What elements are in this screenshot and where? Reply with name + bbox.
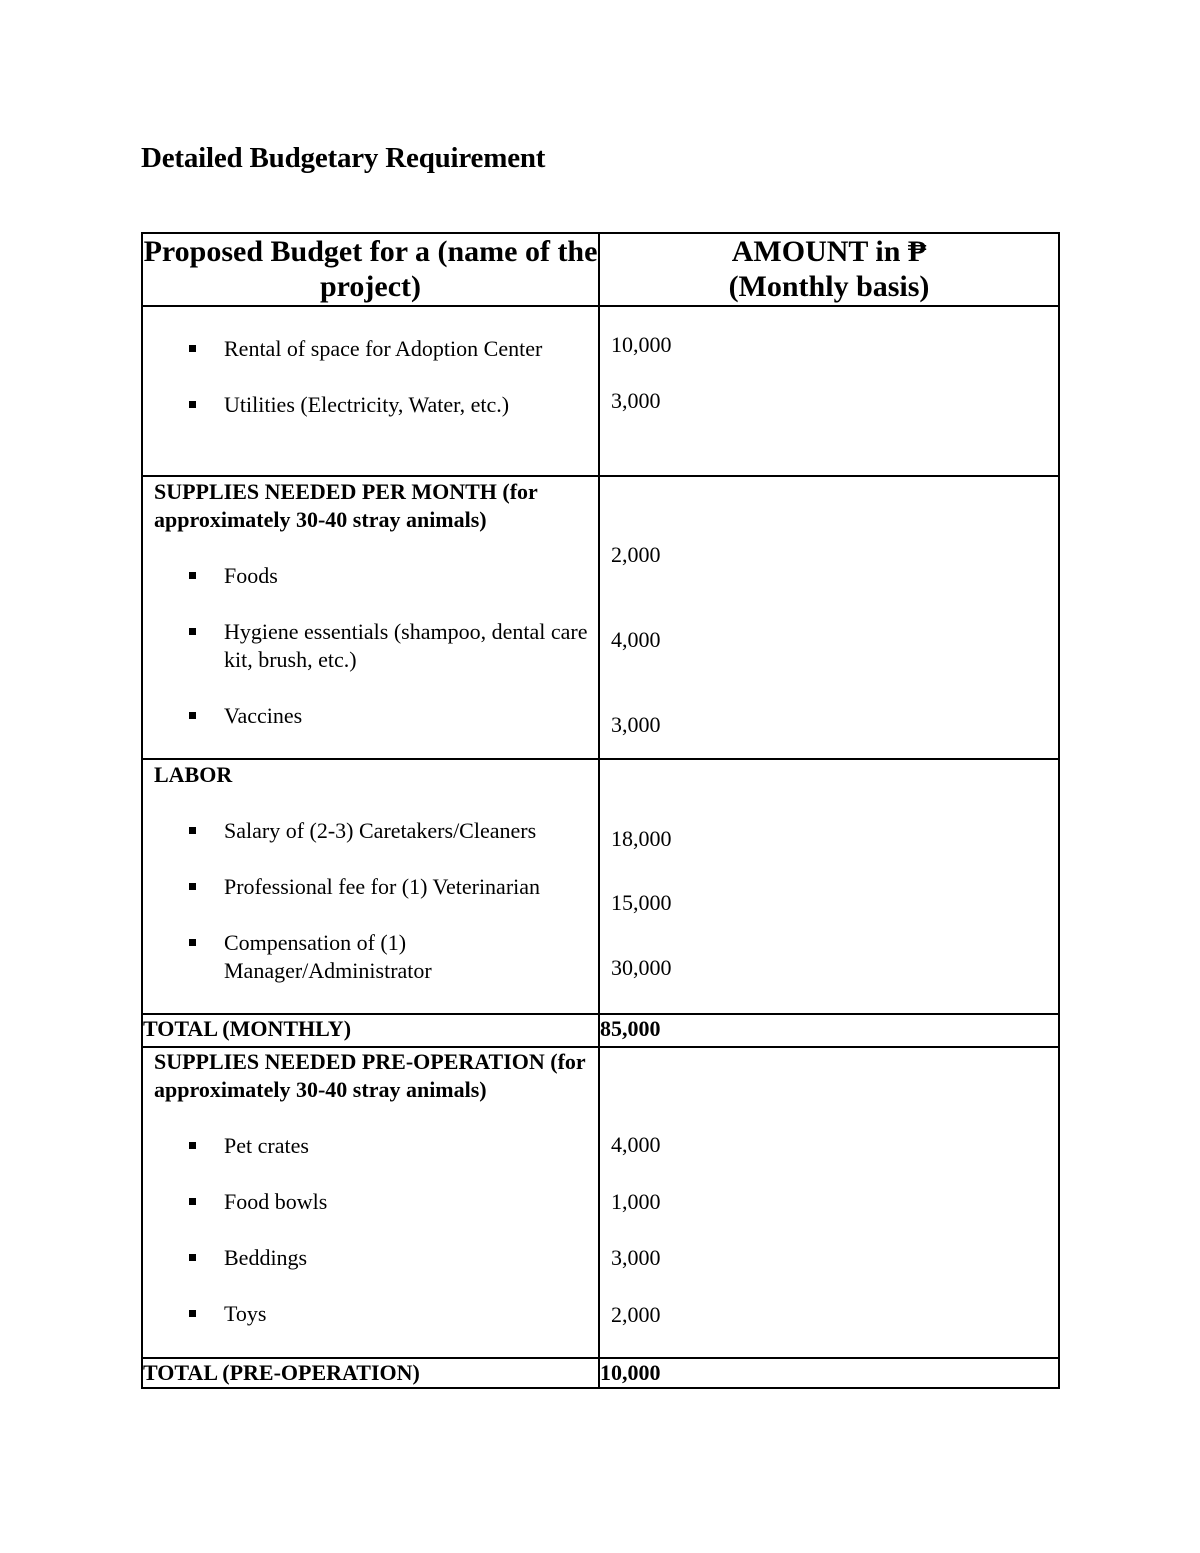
section-labor-row xyxy=(142,759,1059,1014)
bullet-icon xyxy=(189,827,196,834)
item-amount: 2,000 xyxy=(611,1302,661,1327)
item-label: Toys xyxy=(224,1301,267,1326)
list-item xyxy=(143,1300,598,1328)
section-supplies-monthly-amounts-cell xyxy=(599,476,1059,759)
bullet-icon xyxy=(189,345,196,352)
item-amount: 30,000 xyxy=(611,955,672,980)
header-amount-label: AMOUNT in ₱ xyxy=(731,235,927,268)
section-supplies-preop-items-cell xyxy=(142,1047,599,1358)
header-project-cell xyxy=(142,233,599,306)
bullet-icon xyxy=(189,712,196,719)
item-label: Rental of space for Adoption Center xyxy=(224,336,543,361)
bullet-icon xyxy=(189,401,196,408)
item-amount: 15,000 xyxy=(611,890,672,915)
section-supplies-monthly-row xyxy=(142,476,1059,759)
total-monthly-amount: 85,000 xyxy=(599,1014,1059,1047)
section-rent-items-cell xyxy=(142,306,599,476)
item-label: Pet crates xyxy=(224,1133,309,1158)
item-amount: 4,000 xyxy=(611,1132,661,1157)
item-label: Vaccines xyxy=(224,703,303,728)
section-supplies-preop-amounts-cell xyxy=(599,1047,1059,1358)
document-title: Detailed Budgetary Requirement xyxy=(141,142,546,174)
list-item xyxy=(143,562,598,590)
item-label: Food bowls xyxy=(224,1189,328,1214)
list-item xyxy=(143,335,598,363)
item-amount: 3,000 xyxy=(611,388,661,413)
item-label: Beddings xyxy=(224,1245,308,1270)
bullet-icon xyxy=(189,1254,196,1261)
bullet-icon xyxy=(189,1310,196,1317)
section-supplies-monthly-items-cell xyxy=(142,476,599,759)
bullet-icon xyxy=(189,883,196,890)
item-label: Utilities (Electricity, Water, etc.) xyxy=(224,392,510,417)
header-project-label: Proposed Budget for a (name of the project) xyxy=(143,235,598,303)
bullet-icon xyxy=(189,1142,196,1149)
section-title: SUPPLIES NEEDED PER MONTH (for approximately 30-40 stray animals) xyxy=(154,479,538,532)
bullet-icon xyxy=(189,1198,196,1205)
total-monthly-row xyxy=(142,1014,1059,1047)
header-amount-cell xyxy=(599,233,1059,306)
item-amount: 1,000 xyxy=(611,1189,661,1214)
item-label: Foods xyxy=(224,563,278,588)
total-preop-amount: 10,000 xyxy=(599,1358,1059,1388)
header-basis-label: (Monthly basis) xyxy=(728,270,930,303)
list-item xyxy=(143,929,598,985)
item-label: Hygiene essentials (shampoo, dental care kit, brush, etc.) xyxy=(224,619,588,672)
item-amount: 3,000 xyxy=(611,712,661,737)
table-header-row xyxy=(142,233,1059,306)
list-item xyxy=(143,618,598,674)
list-item xyxy=(143,873,598,901)
list-item xyxy=(143,817,598,845)
section-rent-row xyxy=(142,306,1059,476)
section-labor-items-cell xyxy=(142,759,599,1014)
total-preop-label: TOTAL (PRE-OPERATION) xyxy=(142,1358,599,1388)
budget-table xyxy=(141,232,1060,1389)
section-title: SUPPLIES NEEDED PRE-OPERATION (for approximately 30-40 stray animals) xyxy=(154,1049,586,1102)
item-amount: 2,000 xyxy=(611,542,661,567)
list-item xyxy=(143,1188,598,1216)
total-preop-row xyxy=(142,1358,1059,1388)
item-amount: 10,000 xyxy=(611,332,672,357)
total-monthly-label: TOTAL (MONTHLY) xyxy=(142,1014,599,1047)
bullet-icon xyxy=(189,628,196,635)
section-rent-amounts-cell xyxy=(599,306,1059,476)
item-amount: 18,000 xyxy=(611,826,672,851)
item-amount: 4,000 xyxy=(611,627,661,652)
list-item xyxy=(143,391,598,419)
section-supplies-preop-row xyxy=(142,1047,1059,1358)
section-labor-amounts-cell xyxy=(599,759,1059,1014)
item-amount: 3,000 xyxy=(611,1245,661,1270)
bullet-icon xyxy=(189,939,196,946)
item-label: Salary of (2-3) Caretakers/Cleaners xyxy=(224,818,537,843)
section-title: LABOR xyxy=(154,762,233,787)
list-item xyxy=(143,1244,598,1272)
list-item xyxy=(143,702,598,730)
bullet-icon xyxy=(189,572,196,579)
item-label: Professional fee for (1) Veterinarian xyxy=(224,874,541,899)
list-item xyxy=(143,1132,598,1160)
item-label: Compensation of (1) Manager/Administrator xyxy=(224,930,432,983)
